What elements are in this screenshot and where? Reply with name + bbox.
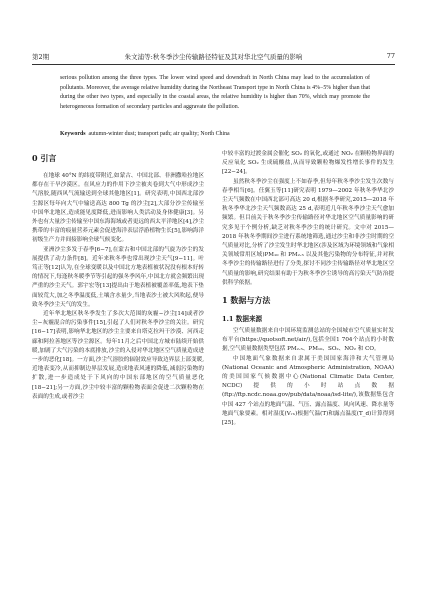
paragraph: 亚洲沙尘多发于春季[6−7],在蒙古和中国北部的气旋为沙尘的发展提供了动力条件[8]。近年来秋冬季也常出现沙尘天气[9−11]。叶笃正等[12]认为,在全球变暖以及中国北方地表植被状况没有根本好转的情况下,每逢秋冬暖季节等引起的强冬季风年,中国北方就会频繁出现严重的沙尘天气。郭宇宏等[13]提出由于地表植被覆盖率低,地表下垫面较荒大,加之冬季温度低,土壤含水量少,当地表沙土被大风吹起,便导致冬季沙尘天气的发生。	[32, 246, 204, 308]
subsection-title-data-source: 1.1 数据来源	[222, 315, 263, 324]
header-rule	[32, 64, 395, 65]
section-title-data-methods: 1 数据与方法	[222, 295, 271, 306]
paragraph: 在地球 40°N 的纬度带附近,如蒙古、中国北部、非洲撒哈拉地区都存在干旱沙漠区。在风应力的作用下沙尘被夹卷到大气中形成沙尘气溶胶,随西风气流输送到全球其他地区[1]。研究表明,中国西北部沙尘源区每年向大气中输送高达 800 Tg 的沙尘[2],大部分沙尘传输至中国华北地区,造成能见度降低,进而影响人类活动及身体健康[3]。另外也有大量沙尘传输至中国东海海域或者更远的西太平洋地区[4],沙尘携带的丰富的痕量营养元素会促进海洋表层浮游植物生长[5],影响海洋初级生产力并间接影响全球气候变化。	[32, 173, 204, 244]
left-column	[32, 150, 204, 402]
paragraph: 中国地面气象数据来自隶属于美国国家海洋和大气管理局(National Oceanic and Atmospheric Administration, NOAA)的美国国家气候数据中心(National Climatic Data Center, NCDC)提供的小时站点数据(ftp://ftp.ncdc.noaa.gov/pub/data/noaa/isd-lite/),该数据集包含中国 427 个站点的地面气温、气压、露点温度、风向风速、降水量等地面气象要素。相对湿度(Vᵣₕ)根据气温(T)和露点温度(T_d)计算得到[25]。	[222, 355, 394, 427]
section-title-introduction: 0 引言	[32, 153, 57, 163]
paragraph: 近年华北地区秋冬季发生了多次大范围的灰霾−沙尘[14]或者沙尘−灰霾混合的污染事件[15],引起了人们对秋冬季沙尘的关注。研究[16−17]表明,影响华北地区的沙尘主要来自塔克拉玛干沙漠、河西走廊和阿拉善地区等沙尘源区。每年11月之后中国北方城市陆续开始供暖,加剧了大气污染的本底排放,沙尘的入侵对华北地区空气质量造成进一步的恶化[18]。一方面,沙尘气溶胶的辐射效应导致边界层上部变暖,近地表变冷,从而抑制边界层发展,造成地表风速的降低,减弱污染物的扩散,进一步造成处于下风向的中国东部地区的空气质量恶化[18−21];另一方面,沙尘中较丰富的颗粒物表面会促进二次颗粒物在表面的生成,或者沙尘	[32, 311, 204, 400]
keywords	[60, 131, 370, 137]
paragraph: 虽然秋冬季沙尘在强度上不如春季,但每年秋冬季沙尘发生次数与春季相当[6]。任翼玉等[11]研究表明 1979—2002 年秋冬季华北沙尘天气频数在中国西北部可高达 20 d,根据冬季研究,2015—2018 年秋冬季华北沙尘天气频数高达 25 d,表明近几年秋冬季沙尘天气愈加频繁。但目前关于秋冬季沙尘传输路径对华北地区空气质量影响的研究多见于个例分析,缺乏对秋冬季沙尘的统计研究。文中对 2015—2018 年秋冬季期间沙尘进行系统地筛选,通过沙尘和非沙尘时期的空气质量对比,分析了沙尘发生时华北地区(涉及区域为环境领域和气象相关领域常用区域)PM₁₀ 和 PM₂.₅ 以及其他污染物的分布特征,并对秋冬季沙尘的传输路径进行了分类,探讨不同沙尘传输路径对华北地区空气质量的影响,研究结果有助于为秋冬季沙尘诱导的高污染天气防治提供科学依据。	[222, 178, 394, 286]
paragraph: 中较丰富的过渡金属会催化 SO₂ 的氧化,或通过 NO₂ 在颗粒物界面的反应氧化 SO₂ 生成硫酸盐,从而导致颗粒物爆发性增长事件的发生[22−24]。	[222, 151, 394, 176]
issue-number: 第2期	[32, 53, 50, 61]
abstract-continuation: serious pollution among the three types. The lower wind speed and downdraft in North China may lead to the accumulation of pollutants. Moreover, the average relative humidity during the Northeast Transport type in North China is 4%−5% higher than that during the other two types, and especially in the coastal areas, the relative humidity is higher than 70%, which may promote the heterogeneous formation of secondary particles and aggravate the pollution.	[60, 75, 370, 110]
keywords-text: autumn-winter dust; transport path; air quality; North China	[88, 131, 230, 137]
keywords-label: Keywords	[60, 131, 86, 137]
paragraph: 空气质量数据来自中国环境监测总站的全国城市空气质量实时发布平台(https://quotsoft.net/air/),包括全国1 704个站点的小时数据,空气质量数据类型包括 PM₂.₅、PM₁₀、SO₂、NO₂ 和 CO。	[222, 328, 394, 353]
right-column	[222, 150, 394, 428]
page-number: 77	[386, 52, 395, 60]
running-title: 朱文浦等:秋冬季沙尘传输路径特征及其对华北空气质量的影响	[124, 53, 303, 61]
running-header	[32, 52, 395, 64]
